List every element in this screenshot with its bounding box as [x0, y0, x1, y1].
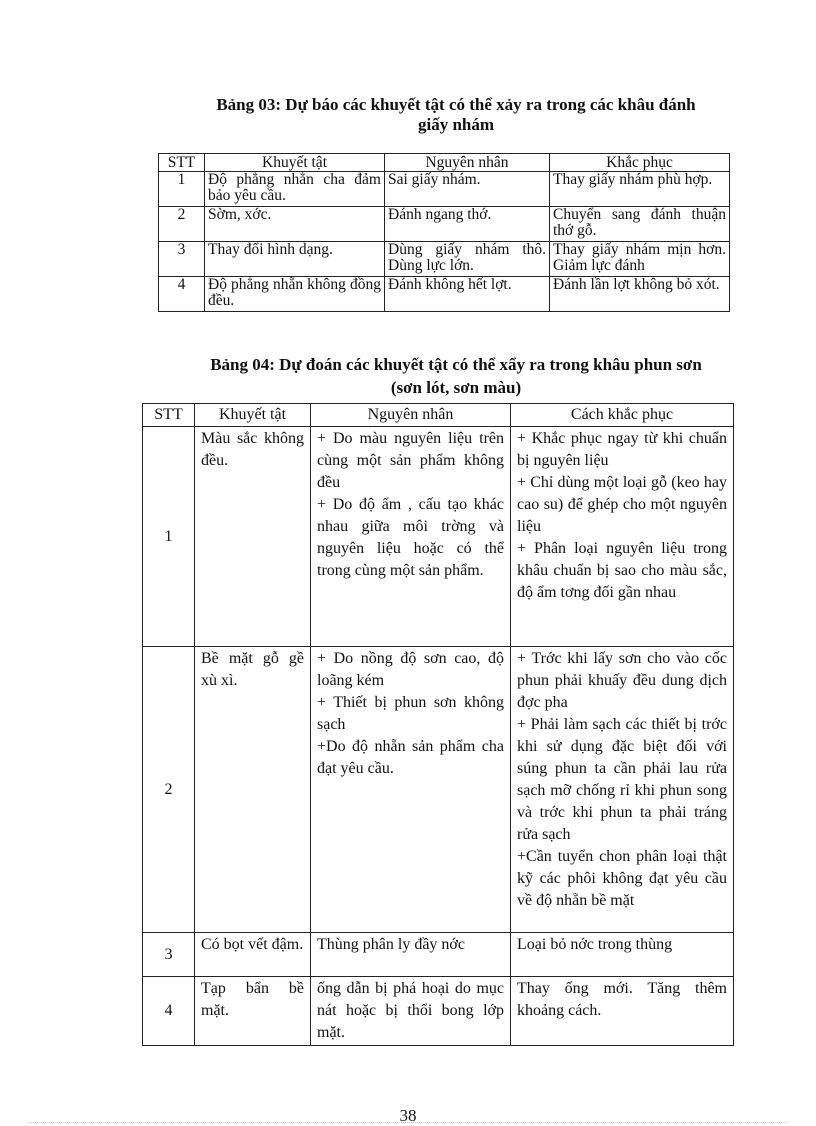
cause-line: + Do màu nguyên liệu trên cùng một sản phẩm không đều — [317, 430, 504, 491]
table4-title — [172, 353, 740, 399]
fix-line: Loại bỏ nớc trong thùng — [517, 936, 673, 953]
cell-cause: Đánh không hết lợt. — [385, 277, 550, 312]
header-fix: Khắc phục — [550, 154, 730, 172]
fix-line: + Phân loại nguyên liệu trong khâu chuẩn bị sao cho màu sắc, độ ẩm tơng đối gần nhau — [517, 540, 727, 601]
cell-fix: Đánh lần lợt không bỏ xót. — [550, 277, 730, 312]
header-fix: Cách khắc phục — [511, 404, 734, 427]
cell-defect: Thay đổi hình dạng. — [205, 242, 385, 277]
table-header-row — [159, 154, 730, 172]
cell-cause: Dùng giấy nhám thô. Dùng lực lớn. — [385, 242, 550, 277]
table-row — [159, 207, 730, 242]
table-header-row — [143, 404, 734, 427]
cell-defect: Độ phẳng nhẳn cha đảm bảo yêu cầu. — [205, 172, 385, 207]
cell-stt: 3 — [159, 242, 205, 277]
cell-cause — [311, 647, 511, 933]
cell-fix — [511, 977, 734, 1046]
cause-line: + Thiết bị phun sơn không sạch — [317, 694, 504, 733]
cell-defect: Tạp bẩn bề mặt. — [195, 977, 311, 1046]
fix-line: + Chỉ dùng một loại gỗ (keo hay cao su) để ghép cho một nguyên liệu — [517, 474, 727, 535]
table-row — [143, 647, 734, 933]
cell-stt: 3 — [143, 933, 195, 977]
cell-defect: Bề mặt gỗ gề xù xì. — [195, 647, 311, 933]
header-cause: Nguyên nhân — [385, 154, 550, 172]
table-row — [143, 977, 734, 1046]
defect-table-spray-painting — [142, 403, 734, 1046]
fix-line: Thay ống mới. Tăng thêm khoảng cách. — [517, 980, 727, 1019]
cell-cause — [311, 933, 511, 977]
cell-cause — [311, 977, 511, 1046]
cell-defect: Sờm, xớc. — [205, 207, 385, 242]
header-stt: STT — [143, 404, 195, 427]
cell-cause — [311, 427, 511, 647]
header-defect: Khuyết tật — [205, 154, 385, 172]
table3-title-line2: giấy nhám — [417, 115, 495, 134]
fix-line: + Khắc phục ngay từ khi chuẩn bị nguyên liệu — [517, 430, 727, 469]
cause-line: +Do độ nhẵn sản phẩm cha đạt yêu cầu. — [317, 738, 504, 777]
header-cause: Nguyên nhân — [311, 404, 511, 427]
fix-line: + Trớc khi lấy sơn cho vào cốc phun phải khuấy đều dung dịch đợc pha — [517, 650, 727, 711]
table-row — [143, 427, 734, 647]
cell-fix — [511, 933, 734, 977]
cell-stt: 1 — [159, 172, 205, 207]
cell-stt: 2 — [143, 647, 195, 933]
table-row — [159, 242, 730, 277]
table3-title-line1: Bảng 03: Dự báo các khuyết tật có thể xảy ra trong các khâu đánh — [216, 95, 696, 114]
cell-fix: Chuyển sang đánh thuận thớ gỗ. — [550, 207, 730, 242]
header-defect: Khuyết tật — [195, 404, 311, 427]
defect-table-sanding — [158, 153, 730, 312]
cell-stt: 2 — [159, 207, 205, 242]
header-stt: STT — [159, 154, 205, 172]
cell-defect: Độ phẳng nhẵn không đồng đều. — [205, 277, 385, 312]
cell-stt: 1 — [143, 427, 195, 647]
table-row — [159, 172, 730, 207]
cell-cause: Đánh ngang thớ. — [385, 207, 550, 242]
cell-cause: Sai giấy nhám. — [385, 172, 550, 207]
cell-stt: 4 — [143, 977, 195, 1046]
cell-defect: Có bọt vết đậm. — [195, 933, 311, 977]
cause-line: + Do độ ẩm , cấu tạo khác nhau giữa môi trờng và nguyên liệu hoặc có thể trong cùng một sản phẩm. — [317, 496, 504, 579]
fix-line: +Cần tuyển chon phân loại thật kỹ các phôi không đạt yêu cầu về độ nhẵn bề mặt — [517, 848, 727, 909]
cause-line: Thùng phân ly đầy nớc — [317, 936, 465, 953]
cell-fix — [511, 427, 734, 647]
cell-fix — [511, 647, 734, 933]
table-row — [143, 933, 734, 977]
page-number: 38 — [399, 1106, 417, 1125]
cause-line: + Do nồng độ sơn cao, độ loãng kém — [317, 650, 504, 689]
table4-title-line1: Bảng 04: Dự đoán các khuyết tật có thể xẩy ra trong khâu phun sơn — [210, 355, 702, 374]
table4-title-line2: (sơn lót, sơn màu) — [390, 378, 522, 397]
cell-fix: Thay giấy nhám phù hợp. — [550, 172, 730, 207]
cell-defect: Màu sắc không đều. — [195, 427, 311, 647]
table3-title — [182, 95, 730, 135]
cell-stt: 4 — [159, 277, 205, 312]
cell-fix: Thay giấy nhám mịn hơn. Giảm lực đánh — [550, 242, 730, 277]
cause-line: ống dẫn bị phá hoại do mục nát hoặc bị thổi bong lớp mặt. — [317, 980, 504, 1041]
table-row — [159, 277, 730, 312]
fix-line: + Phải làm sạch các thiết bị trớc khi sử dụng đặc biệt đối với súng phun ta cần phải lau rửa sạch mỡ chống rỉ khi phun song và trớc khi phun ta phải tráng rửa sạch — [517, 716, 727, 843]
